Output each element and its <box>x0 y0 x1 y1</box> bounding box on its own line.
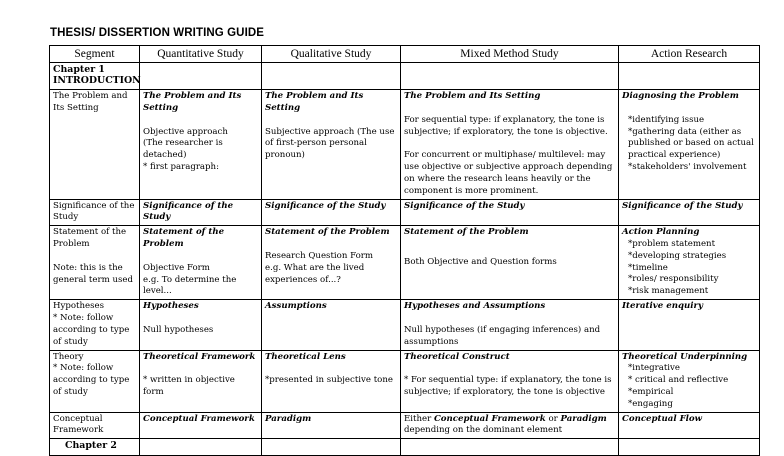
problem-setting-row <box>50 90 760 200</box>
cell-heading: The Problem and Its Setting <box>404 91 541 101</box>
cell-heading: The Problem and Its Setting <box>143 91 242 113</box>
mixed-method-cell: Significance of the Study <box>401 199 619 226</box>
segment-cell: Significance of the Study <box>50 199 140 226</box>
document-title: THESIS/ DISSERTION WRITING GUIDE <box>50 27 265 39</box>
cell-text: Either <box>404 413 434 424</box>
mixed-method-cell <box>401 412 619 439</box>
quantitative-cell: Conceptual Framework <box>140 412 262 439</box>
cell-text: Research Question Form <box>265 250 374 261</box>
header-row <box>50 46 760 63</box>
list-item: *roles/ responsibility <box>628 274 719 285</box>
cell-term: Conceptual Framework <box>433 413 546 424</box>
cell-heading: Statement of the Problem <box>404 227 529 238</box>
action-research-cell <box>619 300 760 350</box>
empty-cell <box>262 439 401 456</box>
cell-text: Objective approach <box>143 126 228 137</box>
segment-label: Theory <box>53 351 84 362</box>
action-research-cell: Conceptual Flow <box>619 412 760 439</box>
cell-text: * written in objective form <box>143 375 235 398</box>
quantitative-cell <box>140 350 262 412</box>
cell-heading: Iterative enquiry <box>622 301 703 312</box>
segment-label: Statement of the Problem <box>53 227 127 249</box>
quantitative-cell <box>140 300 262 350</box>
cell-text: For concurrent or multiphase/ multilevel: may use objective or subjective approach depending on where the research leans heavily or the component is more prominent. <box>404 150 613 196</box>
list-item: *developing strategies <box>628 250 727 261</box>
header-mixed-method: Mixed Method Study <box>401 46 619 63</box>
list-item: *stakeholders' involvement <box>628 161 747 172</box>
cell-heading: Theoretical Construct <box>404 351 510 362</box>
qualitative-cell: Paradigm <box>262 412 401 439</box>
qualitative-cell <box>262 226 401 300</box>
cell-text: * For sequential type: if explanatory, the tone is subjective; if exploratory, the tone is objective <box>404 375 612 398</box>
mixed-method-cell <box>401 90 619 200</box>
cell-heading: Theoretical Underpinning <box>622 351 748 362</box>
cell-heading: Statement of the Problem <box>265 227 390 238</box>
mixed-method-cell <box>401 350 619 412</box>
action-research-cell <box>619 226 760 300</box>
chapter-1-label: Chapter 1 <box>53 64 105 75</box>
qualitative-cell <box>262 90 401 200</box>
conceptual-row <box>50 412 760 439</box>
list-item: *integrative <box>628 363 680 374</box>
empty-cell <box>140 63 262 90</box>
action-research-cell <box>619 350 760 412</box>
segment-label: Hypotheses <box>53 301 105 312</box>
chapter-2-cell <box>50 439 140 456</box>
empty-cell <box>262 63 401 90</box>
cell-term: Paradigm <box>560 413 607 424</box>
cell-heading: Theoretical Framework <box>143 351 256 362</box>
cell-text: or <box>545 413 561 424</box>
cell-text: (The researcher is detached) <box>143 138 223 161</box>
list-item: *engaging <box>628 398 673 409</box>
list-item: *problem statement <box>628 238 716 249</box>
segment-note: * Note: follow according to type of study <box>53 312 130 347</box>
segment-cell <box>50 226 140 300</box>
header-qualitative: Qualitative Study <box>262 46 401 63</box>
list-item: *timeline <box>628 262 668 273</box>
segment-cell: The Problem and Its Setting <box>50 90 140 200</box>
cell-heading: Hypotheses and Assumptions <box>404 301 546 312</box>
theory-row <box>50 350 760 412</box>
cell-heading: Assumptions <box>265 301 327 312</box>
cell-text: depending on the dominant element <box>404 425 563 436</box>
writing-guide-table <box>49 45 760 456</box>
qualitative-cell: Significance of the Study <box>262 199 401 226</box>
cell-text: * first paragraph: <box>143 161 219 172</box>
action-research-cell: Significance of the Study <box>619 199 760 226</box>
quantitative-cell: Significance of the Study <box>140 199 262 226</box>
chapter-1-row <box>50 63 760 90</box>
hypotheses-row <box>50 300 760 350</box>
segment-note: Note: this is the general term used <box>53 262 133 285</box>
list-item: *risk management <box>628 286 709 297</box>
list-item: *identifying issue <box>628 114 705 125</box>
cell-heading: Action Planning <box>622 227 700 238</box>
list-item: *empirical <box>628 386 674 397</box>
cell-heading: Diagnosing the Problem <box>622 91 739 101</box>
cell-heading: Hypotheses <box>143 301 199 312</box>
segment-cell <box>50 350 140 412</box>
list-item: *gathering data (either as published or based on actual practical experience) <box>628 126 754 161</box>
significance-row <box>50 199 760 226</box>
segment-cell <box>50 300 140 350</box>
qualitative-cell <box>262 300 401 350</box>
chapter-1-cell <box>50 63 140 90</box>
cell-text: Subjective approach (The use of first-person personal pronoun) <box>265 126 395 161</box>
mixed-method-cell <box>401 226 619 300</box>
cell-text: e.g. To determine the level... <box>143 274 237 297</box>
mixed-method-cell <box>401 300 619 350</box>
action-research-cell <box>619 90 760 200</box>
cell-text: Objective Form <box>143 262 210 273</box>
cell-text: Null hypotheses (if engaging inferences) and assumptions <box>404 324 601 347</box>
chapter-2-row <box>50 439 760 456</box>
segment-note: * Note: follow according to type of study <box>53 363 130 397</box>
list-item: * critical and reflective <box>628 375 729 386</box>
segment-cell: Conceptual Framework <box>50 412 140 439</box>
header-action-research: Action Research <box>619 46 760 63</box>
empty-cell <box>401 439 619 456</box>
empty-cell <box>619 439 760 456</box>
empty-cell <box>140 439 262 456</box>
cell-text: *presented in subjective tone <box>265 375 393 386</box>
chapter-2-label: Chapter 2 <box>65 440 117 452</box>
header-segment: Segment <box>50 46 140 63</box>
qualitative-cell <box>262 350 401 412</box>
chapter-1-title: INTRODUCTION <box>53 75 141 86</box>
quantitative-cell <box>140 90 262 200</box>
cell-heading: The Problem and Its Setting <box>265 91 364 113</box>
statement-row <box>50 226 760 300</box>
header-quantitative: Quantitative Study <box>140 46 262 63</box>
empty-cell <box>401 63 619 90</box>
cell-heading: Theoretical Lens <box>265 351 346 362</box>
cell-text: For sequential type: if explanatory, the tone is subjective; if exploratory, the tone is objective. <box>404 114 608 137</box>
quantitative-cell <box>140 226 262 300</box>
empty-cell <box>619 63 760 90</box>
cell-heading: Statement of the Problem <box>143 227 225 249</box>
cell-text: Both Objective and Question forms <box>404 256 557 267</box>
cell-text: e.g. What are the lived experiences of...? <box>265 262 365 285</box>
cell-text: Null hypotheses <box>143 324 214 335</box>
